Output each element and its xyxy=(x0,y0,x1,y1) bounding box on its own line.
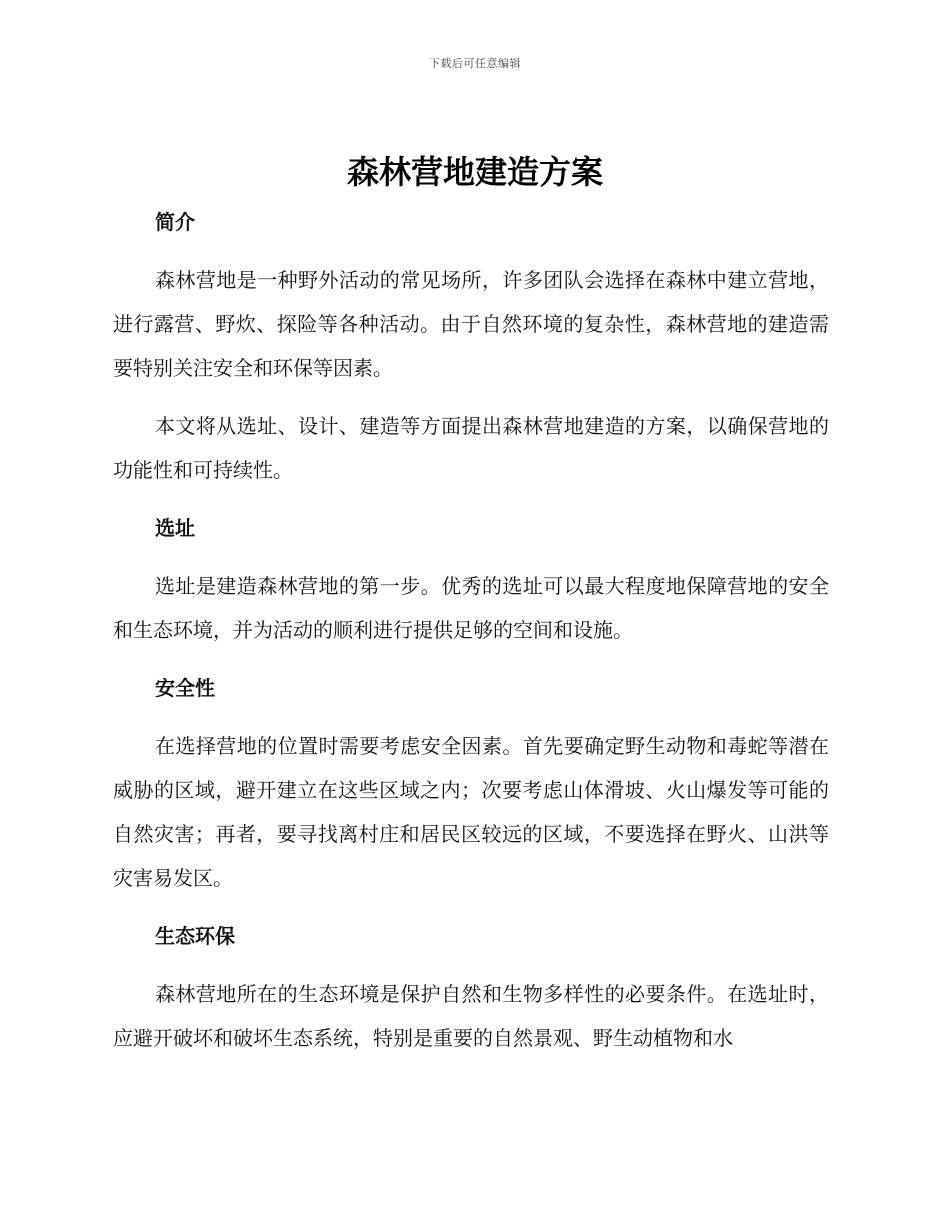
section-heading-eco: 生态环保 xyxy=(155,924,235,948)
safety-paragraph-1: 在选择营地的位置时需要考虑安全因素。首先要确定野生动物和毒蛇等潜在威胁的区域，避开建立在这些区域之内；次要考虑山体滑坡、火山爆发等可能的自然灾害；再者，要寻找离村庄和居民区较远的区域，不要选择在野火、山洪等灾害易发区。 xyxy=(113,734,829,890)
document-body xyxy=(113,200,829,1060)
site-paragraph-1: 选址是建造森林营地的第一步。优秀的选址可以最大程度地保障营地的安全和生态环境，并为活动的顺利进行提供足够的空间和设施。 xyxy=(113,574,829,642)
header-note: 下载后可任意编辑 xyxy=(429,57,521,70)
section-heading-intro: 简介 xyxy=(155,210,195,234)
section-heading-site: 选址 xyxy=(155,516,195,540)
document-title: 森林营地建造方案 xyxy=(346,153,603,191)
intro-paragraph-2: 本文将从选址、设计、建造等方面提出森林营地建造的方案，以确保营地的功能性和可持续性。 xyxy=(113,414,829,482)
section-heading-safety: 安全性 xyxy=(155,676,215,700)
intro-paragraph-1: 森林营地是一种野外活动的常见场所，许多团队会选择在森林中建立营地，进行露营、野炊、探险等各种活动。由于自然环境的复杂性，森林营地的建造需要特别关注安全和环保等因素。 xyxy=(113,268,829,380)
eco-paragraph-1: 森林营地所在的生态环境是保护自然和生物多样性的必要条件。在选址时，应避开破坏和破坏生态系统，特别是重要的自然景观、野生动植物和水 xyxy=(113,982,829,1050)
